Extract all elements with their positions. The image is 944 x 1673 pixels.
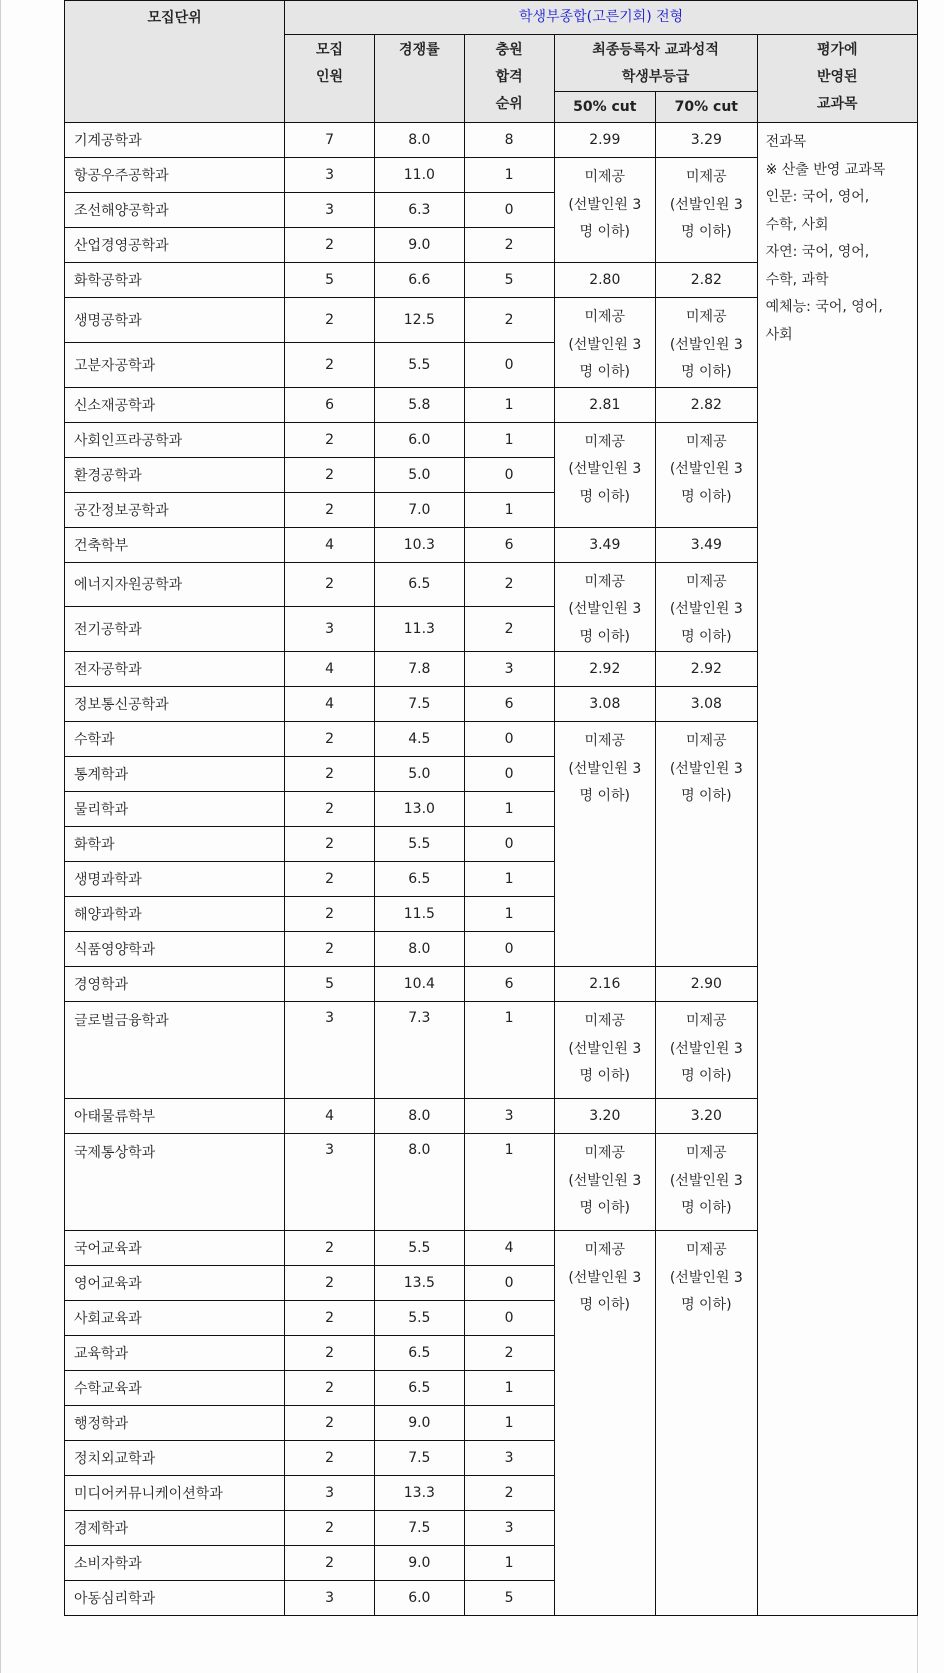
cell-ratio: 6.5 <box>374 1371 464 1406</box>
cell-c50: 2.80 <box>554 263 656 298</box>
not-provided-text: (선발인원 3 <box>568 1172 642 1189</box>
cell-c70: 3.08 <box>656 687 758 722</box>
cell-wait: 1 <box>464 422 554 457</box>
cell-ratio: 7.8 <box>374 652 464 687</box>
cell-name: 화학공학과 <box>65 263 285 298</box>
cell-quota: 2 <box>285 298 375 343</box>
cell-name: 수학교육과 <box>65 1371 285 1406</box>
cell-c70-not-provided <box>656 158 758 263</box>
cell-ratio: 13.5 <box>374 1266 464 1301</box>
cell-quota: 3 <box>285 193 375 228</box>
cell-wait: 2 <box>464 1476 554 1511</box>
not-provided-text: (선발인원 3 <box>568 1040 642 1057</box>
cell-quota: 3 <box>285 1134 375 1231</box>
not-provided-text: 명 이하) <box>681 1297 732 1313</box>
cell-name: 국제통상학과 <box>65 1134 285 1231</box>
subjects-note-line: 수학, 과학 <box>765 271 829 288</box>
cell-quota: 5 <box>285 263 375 298</box>
cell-wait: 1 <box>464 1002 554 1099</box>
cell-wait: 8 <box>464 123 554 158</box>
cell-c70-not-provided <box>656 1231 758 1616</box>
header-quota: 모집 인원 <box>285 35 375 123</box>
not-provided-text: (선발인원 3 <box>669 1172 743 1189</box>
cell-c50-not-provided <box>554 298 656 388</box>
cell-quota: 2 <box>285 827 375 862</box>
not-provided-text: 미제공 <box>584 733 626 749</box>
admission-results-table <box>64 0 918 1616</box>
cell-name: 신소재공학과 <box>65 387 285 422</box>
cell-ratio: 5.5 <box>374 1301 464 1336</box>
cell-wait: 3 <box>464 1441 554 1476</box>
cell-ratio: 6.5 <box>374 862 464 897</box>
not-provided-text: 미제공 <box>686 573 727 590</box>
cell-wait: 3 <box>464 652 554 687</box>
cell-c70: 3.20 <box>656 1099 758 1134</box>
subjects-note-line: 수학, 사회 <box>765 216 829 233</box>
cell-quota: 3 <box>285 1476 375 1511</box>
cell-wait: 1 <box>464 158 554 193</box>
cell-wait: 1 <box>464 862 554 897</box>
cell-quota: 3 <box>285 1581 375 1616</box>
cell-name: 조선해양공학과 <box>65 193 285 228</box>
not-provided-text: (선발인원 3 <box>669 1040 743 1057</box>
cell-quota: 4 <box>285 687 375 722</box>
cell-c50-not-provided <box>554 562 656 652</box>
not-provided-text: 명 이하) <box>579 1297 631 1313</box>
cell-ratio: 7.3 <box>374 1002 464 1099</box>
cell-wait: 6 <box>464 967 554 1002</box>
cell-c50: 2.16 <box>554 967 656 1002</box>
cell-quota: 6 <box>285 387 375 422</box>
not-provided-text: 미제공 <box>584 169 626 185</box>
cell-ratio: 8.0 <box>374 932 464 967</box>
not-provided-text: 미제공 <box>584 309 626 325</box>
not-provided-text: 미제공 <box>686 1013 727 1029</box>
cell-wait: 0 <box>464 827 554 862</box>
cell-ratio: 11.0 <box>374 158 464 193</box>
cell-c70: 2.92 <box>656 652 758 687</box>
not-provided-text: 명 이하) <box>681 1068 732 1084</box>
cell-c50-not-provided <box>554 1134 656 1231</box>
header-subjects: 평가에 반영된 교과목 <box>757 35 917 123</box>
cell-c70-not-provided <box>656 1002 758 1099</box>
not-provided-text: 미제공 <box>686 309 727 325</box>
cell-name: 소비자학과 <box>65 1546 285 1581</box>
cell-wait: 5 <box>464 1581 554 1616</box>
not-provided-text: 미제공 <box>584 573 626 590</box>
not-provided-text: (선발인원 3 <box>568 461 642 477</box>
not-provided-text: (선발인원 3 <box>669 196 743 213</box>
cell-name: 통계학과 <box>65 757 285 792</box>
cell-wait: 3 <box>464 1511 554 1546</box>
cell-name: 정치외교학과 <box>65 1441 285 1476</box>
cell-quota: 2 <box>285 1336 375 1371</box>
not-provided-text: (선발인원 3 <box>568 1269 642 1286</box>
not-provided-text: 미제공 <box>686 169 727 185</box>
cell-wait: 1 <box>464 1371 554 1406</box>
not-provided-text: 미제공 <box>584 433 626 450</box>
cell-wait: 1 <box>464 1406 554 1441</box>
subjects-note-line: 예체능: 국어, 영어, <box>765 299 883 315</box>
cell-wait: 6 <box>464 687 554 722</box>
cell-c50: 3.20 <box>554 1099 656 1134</box>
cell-wait: 0 <box>464 457 554 492</box>
cell-c50-not-provided <box>554 722 656 967</box>
cell-quota: 3 <box>285 158 375 193</box>
subjects-note-line: ※ 산출 반영 교과목 <box>765 161 886 178</box>
cell-c70: 3.29 <box>656 123 758 158</box>
not-provided-text: (선발인원 3 <box>568 336 642 353</box>
cell-name: 미디어커뮤니케이션학과 <box>65 1476 285 1511</box>
not-provided-text: 명 이하) <box>681 224 732 240</box>
cell-name: 전기공학과 <box>65 607 285 652</box>
not-provided-text: 명 이하) <box>681 364 732 380</box>
cell-name: 물리학과 <box>65 792 285 827</box>
cell-name: 사회인프라공학과 <box>65 422 285 457</box>
cell-reflected-subjects <box>757 123 917 1616</box>
cell-quota: 2 <box>285 228 375 263</box>
not-provided-text: 미제공 <box>686 433 727 450</box>
not-provided-text: 명 이하) <box>579 364 631 380</box>
subjects-note-line: 자연: 국어, 영어, <box>765 244 870 260</box>
cell-ratio: 8.0 <box>374 123 464 158</box>
not-provided-text: 미제공 <box>584 1242 626 1258</box>
cell-name: 국어교육과 <box>65 1231 285 1266</box>
not-provided-text: (선발인원 3 <box>669 461 743 477</box>
header-unit: 모집단위 <box>65 1 285 123</box>
cell-c70-not-provided <box>656 562 758 652</box>
cell-quota: 3 <box>285 1002 375 1099</box>
cell-name: 생명과학과 <box>65 862 285 897</box>
cell-name: 행정학과 <box>65 1406 285 1441</box>
cell-c50-not-provided <box>554 1231 656 1616</box>
not-provided-text: 명 이하) <box>579 1200 631 1216</box>
cell-wait: 2 <box>464 562 554 607</box>
not-provided-text: 명 이하) <box>681 1200 732 1216</box>
cell-quota: 2 <box>285 1546 375 1581</box>
header-ratio: 경쟁률 <box>374 35 464 123</box>
not-provided-text: 명 이하) <box>579 224 631 240</box>
cell-quota: 4 <box>285 1099 375 1134</box>
cell-ratio: 13.0 <box>374 792 464 827</box>
cell-quota: 2 <box>285 897 375 932</box>
cell-ratio: 5.5 <box>374 827 464 862</box>
cell-name: 고분자공학과 <box>65 342 285 387</box>
cell-wait: 0 <box>464 342 554 387</box>
cell-ratio: 7.0 <box>374 492 464 527</box>
cell-ratio: 9.0 <box>374 228 464 263</box>
cell-name: 전자공학과 <box>65 652 285 687</box>
cell-wait: 0 <box>464 193 554 228</box>
cell-wait: 2 <box>464 298 554 343</box>
cell-quota: 7 <box>285 123 375 158</box>
cell-c50: 3.08 <box>554 687 656 722</box>
cell-name: 산업경영공학과 <box>65 228 285 263</box>
cell-quota: 2 <box>285 757 375 792</box>
not-provided-text: (선발인원 3 <box>669 601 743 617</box>
cell-ratio: 6.0 <box>374 422 464 457</box>
cell-name: 경영학과 <box>65 967 285 1002</box>
cell-quota: 4 <box>285 527 375 562</box>
cell-c70: 2.90 <box>656 967 758 1002</box>
not-provided-text: (선발인원 3 <box>669 1269 743 1286</box>
not-provided-text: 명 이하) <box>681 488 732 505</box>
cell-ratio: 5.5 <box>374 1231 464 1266</box>
cell-name: 정보통신공학과 <box>65 687 285 722</box>
cell-wait: 1 <box>464 1546 554 1581</box>
cell-c50: 2.92 <box>554 652 656 687</box>
cell-quota: 2 <box>285 1231 375 1266</box>
cell-c50-not-provided <box>554 158 656 263</box>
cell-ratio: 12.5 <box>374 298 464 343</box>
cell-quota: 3 <box>285 607 375 652</box>
cell-wait: 0 <box>464 1301 554 1336</box>
cell-quota: 2 <box>285 1266 375 1301</box>
header-track-title: 학생부종합(고른기회) 전형 <box>285 1 918 35</box>
cell-ratio: 4.5 <box>374 722 464 757</box>
cell-name: 식품영양학과 <box>65 932 285 967</box>
header-waitlist-rank: 충원 합격 순위 <box>464 35 554 123</box>
cell-c50-not-provided <box>554 422 656 527</box>
cell-wait: 0 <box>464 1266 554 1301</box>
cell-c50: 2.99 <box>554 123 656 158</box>
cell-name: 아태물류학부 <box>65 1099 285 1134</box>
cell-ratio: 6.5 <box>374 1336 464 1371</box>
cell-ratio: 7.5 <box>374 1511 464 1546</box>
cell-ratio: 6.3 <box>374 193 464 228</box>
cell-wait: 3 <box>464 1099 554 1134</box>
cell-name: 영어교육과 <box>65 1266 285 1301</box>
cell-c70: 3.49 <box>656 527 758 562</box>
cell-ratio: 5.5 <box>374 342 464 387</box>
cell-quota: 2 <box>285 562 375 607</box>
page-left-border <box>0 0 1 1673</box>
cell-c70-not-provided <box>656 722 758 967</box>
header-grade: 최종등록자 교과성적 학생부등급 <box>554 35 757 92</box>
cell-wait: 1 <box>464 792 554 827</box>
not-provided-text: (선발인원 3 <box>568 760 642 777</box>
cell-wait: 0 <box>464 932 554 967</box>
cell-ratio: 9.0 <box>374 1546 464 1581</box>
cell-quota: 2 <box>285 1406 375 1441</box>
not-provided-text: 명 이하) <box>579 628 631 645</box>
cell-wait: 1 <box>464 897 554 932</box>
cell-name: 화학과 <box>65 827 285 862</box>
not-provided-text: 명 이하) <box>579 1068 631 1084</box>
cell-name: 기계공학과 <box>65 123 285 158</box>
cell-name: 아동심리학과 <box>65 1581 285 1616</box>
cell-quota: 2 <box>285 457 375 492</box>
cell-wait: 2 <box>464 1336 554 1371</box>
cell-c50-not-provided <box>554 1002 656 1099</box>
cell-name: 생명공학과 <box>65 298 285 343</box>
cell-ratio: 7.5 <box>374 687 464 722</box>
cell-quota: 2 <box>285 1371 375 1406</box>
not-provided-text: 미제공 <box>686 1145 727 1161</box>
cell-ratio: 10.3 <box>374 527 464 562</box>
cell-quota: 2 <box>285 722 375 757</box>
subjects-note-line: 전과목 <box>765 134 807 150</box>
cell-quota: 2 <box>285 422 375 457</box>
cell-ratio: 6.0 <box>374 1581 464 1616</box>
cell-ratio: 10.4 <box>374 967 464 1002</box>
cell-ratio: 13.3 <box>374 1476 464 1511</box>
cell-ratio: 11.5 <box>374 897 464 932</box>
cell-quota: 2 <box>285 1441 375 1476</box>
cell-ratio: 7.5 <box>374 1441 464 1476</box>
not-provided-text: (선발인원 3 <box>669 336 743 353</box>
not-provided-text: 명 이하) <box>681 788 732 804</box>
not-provided-text: (선발인원 3 <box>568 196 642 213</box>
cell-quota: 2 <box>285 792 375 827</box>
cell-c70-not-provided <box>656 298 758 388</box>
cell-name: 수학과 <box>65 722 285 757</box>
cell-c50: 3.49 <box>554 527 656 562</box>
cell-quota: 2 <box>285 492 375 527</box>
not-provided-text: 미제공 <box>686 733 727 749</box>
cell-name: 항공우주공학과 <box>65 158 285 193</box>
not-provided-text: 명 이하) <box>579 788 631 804</box>
cell-wait: 2 <box>464 228 554 263</box>
cell-ratio: 5.0 <box>374 757 464 792</box>
subjects-note-line: 인문: 국어, 영어, <box>765 189 870 205</box>
subjects-note-line: 사회 <box>765 326 793 343</box>
cell-wait: 0 <box>464 757 554 792</box>
cell-quota: 2 <box>285 1301 375 1336</box>
cell-c70: 2.82 <box>656 387 758 422</box>
cell-name: 해양과학과 <box>65 897 285 932</box>
cell-name: 글로벌금융학과 <box>65 1002 285 1099</box>
not-provided-text: 미제공 <box>584 1145 626 1161</box>
cell-name: 에너지자원공학과 <box>65 562 285 607</box>
not-provided-text: 미제공 <box>686 1242 727 1258</box>
cell-c70: 2.82 <box>656 263 758 298</box>
cell-ratio: 8.0 <box>374 1099 464 1134</box>
header-cut-70: 70% cut <box>656 92 758 123</box>
cell-c70-not-provided <box>656 422 758 527</box>
cell-wait: 6 <box>464 527 554 562</box>
not-provided-text: (선발인원 3 <box>669 760 743 777</box>
cell-wait: 1 <box>464 387 554 422</box>
cell-ratio: 5.8 <box>374 387 464 422</box>
cell-wait: 2 <box>464 607 554 652</box>
cell-wait: 1 <box>464 492 554 527</box>
cell-name: 경제학과 <box>65 1511 285 1546</box>
not-provided-text: 미제공 <box>584 1013 626 1029</box>
not-provided-text: 명 이하) <box>579 488 631 505</box>
cell-name: 환경공학과 <box>65 457 285 492</box>
cell-quota: 2 <box>285 862 375 897</box>
cell-c50: 2.81 <box>554 387 656 422</box>
cell-wait: 4 <box>464 1231 554 1266</box>
cell-wait: 1 <box>464 1134 554 1231</box>
cell-quota: 2 <box>285 342 375 387</box>
cell-wait: 5 <box>464 263 554 298</box>
cell-name: 건축학부 <box>65 527 285 562</box>
cell-name: 사회교육과 <box>65 1301 285 1336</box>
cell-ratio: 11.3 <box>374 607 464 652</box>
cell-ratio: 9.0 <box>374 1406 464 1441</box>
cell-quota: 2 <box>285 1511 375 1546</box>
table-row <box>65 123 918 158</box>
header-cut-50: 50% cut <box>554 92 656 123</box>
cell-name: 공간정보공학과 <box>65 492 285 527</box>
not-provided-text: 명 이하) <box>681 628 732 645</box>
cell-quota: 5 <box>285 967 375 1002</box>
cell-c70-not-provided <box>656 1134 758 1231</box>
cell-ratio: 6.5 <box>374 562 464 607</box>
cell-quota: 4 <box>285 652 375 687</box>
cell-wait: 0 <box>464 722 554 757</box>
cell-ratio: 8.0 <box>374 1134 464 1231</box>
cell-quota: 2 <box>285 932 375 967</box>
cell-name: 교육학과 <box>65 1336 285 1371</box>
not-provided-text: (선발인원 3 <box>568 601 642 617</box>
cell-ratio: 6.6 <box>374 263 464 298</box>
cell-ratio: 5.0 <box>374 457 464 492</box>
